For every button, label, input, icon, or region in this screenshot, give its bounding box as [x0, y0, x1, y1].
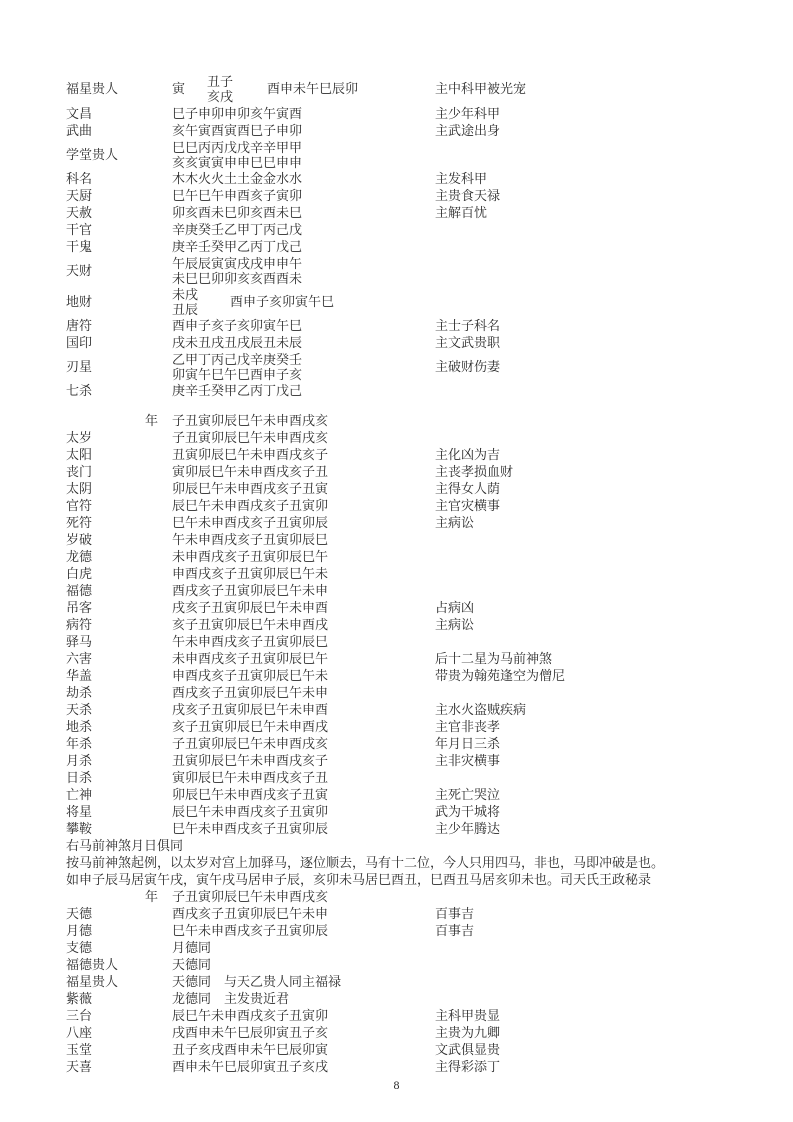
- star-name: 干官: [66, 222, 93, 237]
- star-row: [0, 650, 793, 667]
- star-row: [0, 1024, 793, 1041]
- star-name: 太岁: [66, 430, 93, 445]
- star-name: 太阳: [66, 447, 93, 462]
- star-remark: 主破财伤妻: [435, 359, 501, 374]
- star-values: 子丑寅卯辰巳午未申酉戌亥: [172, 736, 329, 751]
- star-values: 巳子申卯申卯亥午寅酉: [172, 106, 303, 121]
- star-remark: 主病讼: [435, 617, 475, 632]
- star-values: 酉戌亥子丑寅卯辰巳午未申: [172, 906, 329, 921]
- star-remark: 年月日三杀: [435, 736, 501, 751]
- star-name: 驿马: [66, 634, 93, 649]
- star-row: [0, 735, 793, 752]
- star-row: [0, 599, 793, 616]
- star-values: [172, 287, 435, 317]
- star-row: [0, 1041, 793, 1058]
- star-name: 天杀: [66, 702, 93, 717]
- star-name: 天喜: [66, 1059, 93, 1074]
- stack-line: 丑子: [207, 73, 234, 89]
- star-row: [0, 463, 793, 480]
- star-row: [0, 990, 793, 1007]
- star-remark: 主发科甲: [435, 171, 488, 186]
- star-values: 戌未丑戌丑戌辰丑未辰: [172, 335, 303, 350]
- star-name: 劫杀: [66, 685, 93, 700]
- star-row: [0, 480, 793, 497]
- star-name: 吊客: [66, 600, 93, 615]
- star-remark: 主中科甲被光宠: [435, 81, 527, 96]
- star-name: 三台: [66, 1008, 93, 1023]
- star-values: 丑子亥戌酉申未午巳辰卯寅: [172, 1042, 329, 1057]
- star-values: 亥午寅酉寅酉巳子申卯: [172, 123, 303, 138]
- note-row: [0, 837, 793, 854]
- star-values: 辰巳午未申酉戌亥子丑寅卯: [172, 804, 329, 819]
- star-row: [0, 616, 793, 633]
- year-header-row: [0, 888, 793, 905]
- star-row: [0, 221, 793, 238]
- star-row: [0, 684, 793, 701]
- star-values: 天德同: [172, 957, 212, 972]
- star-remark: 主少年科甲: [435, 106, 501, 121]
- star-values: 巳午巳午申酉亥子寅卯: [172, 188, 303, 203]
- star-name: 支德: [66, 940, 93, 955]
- star-row: [0, 317, 793, 334]
- star-values: 子丑寅卯辰巳午未申酉戌亥: [172, 413, 329, 428]
- star-name: 天德: [66, 906, 93, 921]
- star-name: 白虎: [66, 566, 93, 581]
- star-remark: 武为干城将: [435, 804, 501, 819]
- star-name: 年杀: [66, 736, 93, 751]
- star-values: 卯辰巳午未申酉戌亥子丑寅: [172, 481, 329, 496]
- star-values: 戌酉申未午巳辰卯寅丑子亥: [172, 1025, 329, 1040]
- star-row: [0, 1058, 793, 1075]
- star-name: 龙德: [66, 549, 93, 564]
- star-name: 刃星: [66, 359, 93, 374]
- star-name: 地财: [66, 294, 93, 309]
- star-values: 寅卯辰巳午未申酉戌亥子丑: [172, 464, 329, 479]
- star-name: 八座: [66, 1025, 93, 1040]
- star-row: [0, 633, 793, 650]
- star-row: [0, 701, 793, 718]
- star-remark: 主水火盗贼疾病: [435, 702, 527, 717]
- star-values: 卯辰巳午未申酉戌亥子丑寅: [172, 787, 329, 802]
- star-remark: 主士子科名: [435, 318, 501, 333]
- star-name: 攀鞍: [66, 821, 93, 836]
- star-values-stack: [172, 287, 198, 317]
- star-row: [0, 820, 793, 837]
- star-values: 木木火火土土金金水水: [172, 171, 303, 186]
- star-values-line: 卯寅午巳午巳酉申子亥: [172, 366, 303, 382]
- star-row: [0, 334, 793, 351]
- star-name: 病符: [66, 617, 93, 632]
- star-values: 申酉戌亥子丑寅卯辰巳午未: [172, 566, 329, 581]
- star-row: [0, 531, 793, 548]
- star-row: [0, 956, 793, 973]
- star-name: 地杀: [66, 719, 93, 734]
- star-values: [172, 74, 435, 104]
- star-row: [0, 939, 793, 956]
- star-values: 酉申子亥子亥卯寅午巳: [172, 318, 303, 333]
- star-remark: 带贵为翰苑逢空为僧尼: [435, 668, 566, 683]
- star-remark: 主解百忧: [435, 205, 488, 220]
- star-values: 戌亥子丑寅卯辰巳午未申酉: [172, 600, 329, 615]
- star-name: 死符: [66, 515, 93, 530]
- star-row: [0, 582, 793, 599]
- star-name: 天厨: [66, 188, 93, 203]
- star-name: 天赦: [66, 205, 93, 220]
- star-remark: 主丧孝损血财: [435, 464, 514, 479]
- star-remark: 百事吉: [435, 906, 475, 921]
- star-name: 唐符: [66, 318, 93, 333]
- star-remark: 主科甲贵显: [435, 1008, 501, 1023]
- star-name: 华盖: [66, 668, 93, 683]
- star-name: 福星贵人: [66, 974, 119, 989]
- note-text: 右马前神煞月日俱同: [66, 838, 184, 853]
- year-column-label: 年: [144, 889, 158, 904]
- year-column-label: 年: [144, 413, 158, 428]
- year-header-row: [0, 412, 793, 429]
- star-remark: 百事吉: [435, 923, 475, 938]
- star-row: [0, 105, 793, 122]
- star-remark: 主非灾横事: [435, 753, 501, 768]
- stack-line: 未戌: [172, 286, 199, 302]
- star-values: 天德同 与天乙贵人同主福禄: [172, 974, 342, 989]
- star-row: [0, 446, 793, 463]
- star-name: 福德贵人: [66, 957, 119, 972]
- star-remark: 主贵食天禄: [435, 188, 501, 203]
- star-values: 子丑寅卯辰巳午未申酉戌亥: [172, 889, 329, 904]
- star-remark: 主病讼: [435, 515, 475, 530]
- star-values: 卯亥酉未巳卯亥酉未巳: [172, 205, 303, 220]
- star-name: 丧门: [66, 464, 93, 479]
- star-values: 辰巳午未申酉戌亥子丑寅卯: [172, 498, 329, 513]
- star-values: 丑寅卯辰巳午未申酉戌亥子: [172, 447, 329, 462]
- star-name: 武曲: [66, 123, 93, 138]
- star-row: [0, 122, 793, 139]
- star-values: 巳午未申酉戌亥子丑寅卯辰: [172, 821, 329, 836]
- star-remark: 主死亡哭泣: [435, 787, 501, 802]
- star-remark: 主化凶为吉: [435, 447, 501, 462]
- star-values: 亥子丑寅卯辰巳午未申酉戌: [172, 617, 329, 632]
- star-values: 巳午未申酉戌亥子丑寅卯辰: [172, 515, 329, 530]
- star-row: [0, 718, 793, 735]
- page-number: 8: [393, 1078, 400, 1092]
- star-values: 酉申未午巳辰卯寅丑子亥戌: [172, 1059, 329, 1074]
- star-values: 巳午未申酉戌亥子丑寅卯辰: [172, 923, 329, 938]
- star-name: 福星贵人: [66, 81, 119, 96]
- note-text: 如申子辰马居寅午戌，寅午戌马居申子辰，亥卯未马居巳酉丑，巳酉丑马居亥卯未也。司天氏王政秘录: [66, 872, 652, 887]
- star-row: [0, 786, 793, 803]
- star-values: 辰巳午未申酉戌亥子丑寅卯: [172, 1008, 329, 1023]
- star-values: [172, 140, 435, 170]
- star-values: 未申酉戌亥子丑寅卯辰巳午: [172, 549, 329, 564]
- star-remark: 主得女人荫: [435, 481, 501, 496]
- star-name: 干鬼: [66, 239, 93, 254]
- star-remark: 占病凶: [435, 600, 475, 615]
- star-values: [172, 256, 435, 286]
- star-values: 庚辛壬癸甲乙丙丁戊己: [172, 239, 303, 254]
- star-values: 亥子丑寅卯辰巳午未申酉戌: [172, 719, 329, 734]
- star-row: [0, 170, 793, 187]
- star-values-main: 酉申未午巳辰卯: [267, 81, 359, 96]
- star-values-stack: [207, 74, 233, 104]
- note-row: [0, 871, 793, 888]
- star-name: 紫薇: [66, 991, 93, 1006]
- star-remark: 后十二星为马前神煞: [435, 651, 553, 666]
- star-name: 玉堂: [66, 1042, 93, 1057]
- star-row: [0, 1007, 793, 1024]
- star-values: 戌亥子丑寅卯辰巳午未申酉: [172, 702, 329, 717]
- star-name: 学堂贵人: [66, 147, 119, 162]
- star-remark: 主武途出身: [435, 123, 501, 138]
- star-values: 申酉戌亥子丑寅卯辰巳午未: [172, 668, 329, 683]
- star-values: [172, 352, 435, 382]
- star-name: 文昌: [66, 106, 93, 121]
- star-remark: 主官非丧孝: [435, 719, 501, 734]
- star-row: [0, 752, 793, 769]
- star-values: 月德同: [172, 940, 212, 955]
- star-remark: 主贵为九卿: [435, 1025, 501, 1040]
- star-row: [0, 922, 793, 939]
- star-row: [0, 72, 793, 105]
- star-name: 月德: [66, 923, 93, 938]
- star-remark: 主文武贵职: [435, 335, 501, 350]
- star-values: 丑寅卯辰巳午未申酉戌亥子: [172, 753, 329, 768]
- star-name: 将星: [66, 804, 93, 819]
- star-values-prefix: 寅: [172, 81, 186, 96]
- star-row: [0, 973, 793, 990]
- stack-line: 亥戌: [207, 88, 234, 104]
- star-row: [0, 667, 793, 684]
- star-values: 酉戌亥子丑寅卯辰巳午未申: [172, 583, 329, 598]
- star-values-line: 午辰辰寅寅戌戌申申午: [172, 255, 303, 271]
- star-remark: 主少年腾达: [435, 821, 501, 836]
- star-values: 寅卯辰巳午未申酉戌亥子丑: [172, 770, 329, 785]
- star-name: 七杀: [66, 383, 93, 398]
- star-row: [0, 803, 793, 820]
- star-values: 辛庚癸壬乙甲丁丙己戊: [172, 222, 303, 237]
- star-name: 官符: [66, 498, 93, 513]
- star-remark: 主官灾横事: [435, 498, 501, 513]
- star-row: [0, 905, 793, 922]
- star-name: 月杀: [66, 753, 93, 768]
- star-row: [0, 286, 793, 317]
- star-values: 庚辛壬癸甲乙丙丁戊己: [172, 383, 303, 398]
- star-row: [0, 238, 793, 255]
- star-row: [0, 429, 793, 446]
- stack-line: 丑辰: [172, 301, 199, 317]
- star-row: [0, 382, 793, 399]
- star-values: 龙德同 主发贵近君: [172, 991, 290, 1006]
- star-values-line: 亥亥寅寅申申巳巳申申: [172, 154, 303, 170]
- star-row: [0, 497, 793, 514]
- star-values: 酉戌亥子丑寅卯辰巳午未申: [172, 685, 329, 700]
- star-row: [0, 187, 793, 204]
- star-values-line: 未巳巳卯卯亥亥酉酉未: [172, 270, 303, 286]
- note-text: 按马前神煞起例，以太岁对宫上加驿马，逐位顺去，马有十二位，今人只用四马，非也，马即冲破是也。: [66, 855, 665, 870]
- star-name: 日杀: [66, 770, 93, 785]
- star-values-main: 酉申子亥卯寅午巳: [230, 294, 335, 309]
- star-values: 子丑寅卯辰巳午未申酉戌亥: [172, 430, 329, 445]
- star-name: 亡神: [66, 787, 93, 802]
- star-values-line: 乙甲丁丙己戊辛庚癸壬: [172, 351, 303, 367]
- star-row: [0, 565, 793, 582]
- star-values: 未申酉戌亥子丑寅卯辰巳午: [172, 651, 329, 666]
- shensha-star-tables: [0, 72, 793, 1075]
- star-name: 福德: [66, 583, 93, 598]
- note-row: [0, 854, 793, 871]
- star-name: 国印: [66, 335, 93, 350]
- star-row: [0, 351, 793, 382]
- star-row: [0, 255, 793, 286]
- star-values-line: 巳巳丙丙戊戊辛辛甲甲: [172, 139, 303, 155]
- star-name: 科名: [66, 171, 93, 186]
- star-row: [0, 514, 793, 531]
- star-name: 六害: [66, 651, 93, 666]
- star-name: 太阴: [66, 481, 93, 496]
- star-remark: 文武俱显贵: [435, 1042, 501, 1057]
- star-values: 午未申酉戌亥子丑寅卯辰巳: [172, 634, 329, 649]
- star-row: [0, 548, 793, 565]
- star-row: [0, 204, 793, 221]
- star-name: 岁破: [66, 532, 93, 547]
- star-row: [0, 139, 793, 170]
- star-row: [0, 769, 793, 786]
- section-gap: [0, 399, 793, 412]
- star-values: 午未申酉戌亥子丑寅卯辰巳: [172, 532, 329, 547]
- star-name: 天财: [66, 263, 93, 278]
- star-remark: 主得彩添丁: [435, 1059, 501, 1074]
